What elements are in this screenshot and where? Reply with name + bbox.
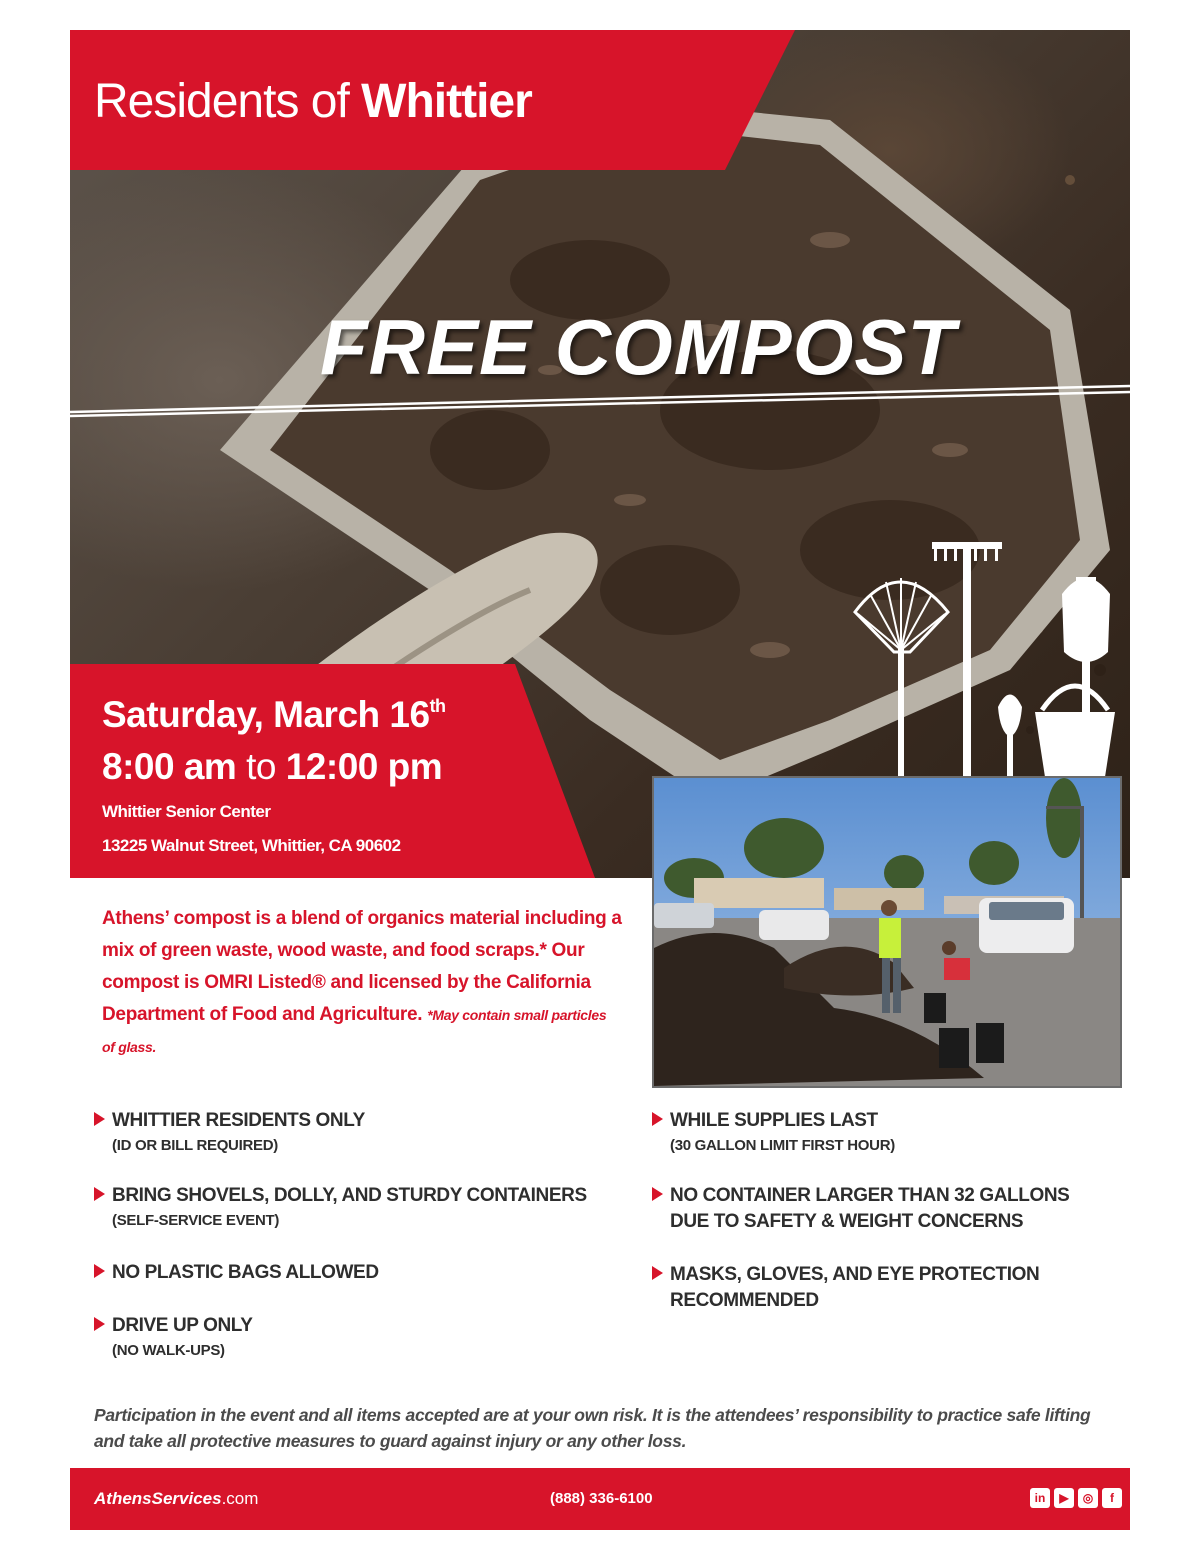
rule-item: BRING SHOVELS, DOLLY, AND STURDY CONTAINERS (SELF-SERVICE EVENT) — [92, 1183, 587, 1233]
instagram-icon[interactable]: ◎ — [1078, 1488, 1098, 1508]
youtube-icon[interactable]: ▶ — [1054, 1488, 1074, 1508]
bullet-arrow-icon — [94, 1317, 105, 1331]
headline-free-compost: FREE COMPOST — [320, 303, 957, 391]
event-address: 13225 Walnut Street, Whittier, CA 90602 — [102, 836, 401, 855]
event-photo — [652, 776, 1122, 1088]
flyer — [70, 30, 1130, 1530]
bullet-arrow-icon — [94, 1264, 105, 1278]
page-title: Residents of Whittier — [94, 75, 532, 128]
bullet-arrow-icon — [652, 1266, 663, 1280]
event-details-banner — [70, 664, 595, 878]
bullet-arrow-icon — [652, 1187, 663, 1201]
compost-description: Athens’ compost is a blend of organics material including a mix of green waste, wood waste, and food scraps.* Our compost is OMRI Listed® and licensed by the California Department of Food and Agriculture. *May contain small particles of glass. — [102, 908, 622, 1055]
rule-item: NO CONTAINER LARGER THAN 32 GALLONS DUE TO SAFETY & WEIGHT CONCERNS — [650, 1183, 1069, 1235]
bullet-arrow-icon — [94, 1112, 105, 1126]
rules-left — [92, 1108, 587, 1363]
hero-compost-photo — [70, 30, 1130, 878]
bullet-arrow-icon — [652, 1112, 663, 1126]
website-link[interactable]: AthensServices.com — [94, 1489, 259, 1508]
title-banner — [70, 30, 795, 170]
glass-note: *May contain small particles of glass. — [102, 1007, 607, 1055]
rule-item: DRIVE UP ONLY (NO WALK-UPS) — [92, 1313, 587, 1363]
event-venue: Whittier Senior Center — [102, 802, 271, 821]
event-time: 8:00 am to 12:00 pm — [102, 746, 443, 787]
footer — [70, 1468, 1130, 1530]
garden-tools-icon — [850, 532, 1120, 777]
event-date: Saturday, March 16th — [102, 694, 446, 735]
facebook-icon[interactable]: f — [1102, 1488, 1122, 1508]
disclaimer: Participation in the event and all items accepted are at your own risk. It is the attendees’ responsibility to practice safe lifting and take all protective measures to guard against injury or any other loss. — [94, 1405, 1091, 1451]
phone-number[interactable]: (888) 336-6100 — [550, 1490, 653, 1507]
bullet-arrow-icon — [94, 1187, 105, 1201]
rule-item: MASKS, GLOVES, AND EYE PROTECTION RECOMMENDED — [650, 1262, 1069, 1314]
rules-right — [650, 1108, 1069, 1314]
rule-item: WHILE SUPPLIES LAST (30 GALLON LIMIT FIRST HOUR) — [650, 1108, 1069, 1158]
headline-stripes — [70, 380, 1130, 420]
rule-item: WHITTIER RESIDENTS ONLY (ID OR BILL REQUIRED) — [92, 1108, 587, 1158]
rule-item: NO PLASTIC BAGS ALLOWED — [92, 1260, 587, 1286]
linkedin-icon[interactable]: in — [1030, 1488, 1050, 1508]
